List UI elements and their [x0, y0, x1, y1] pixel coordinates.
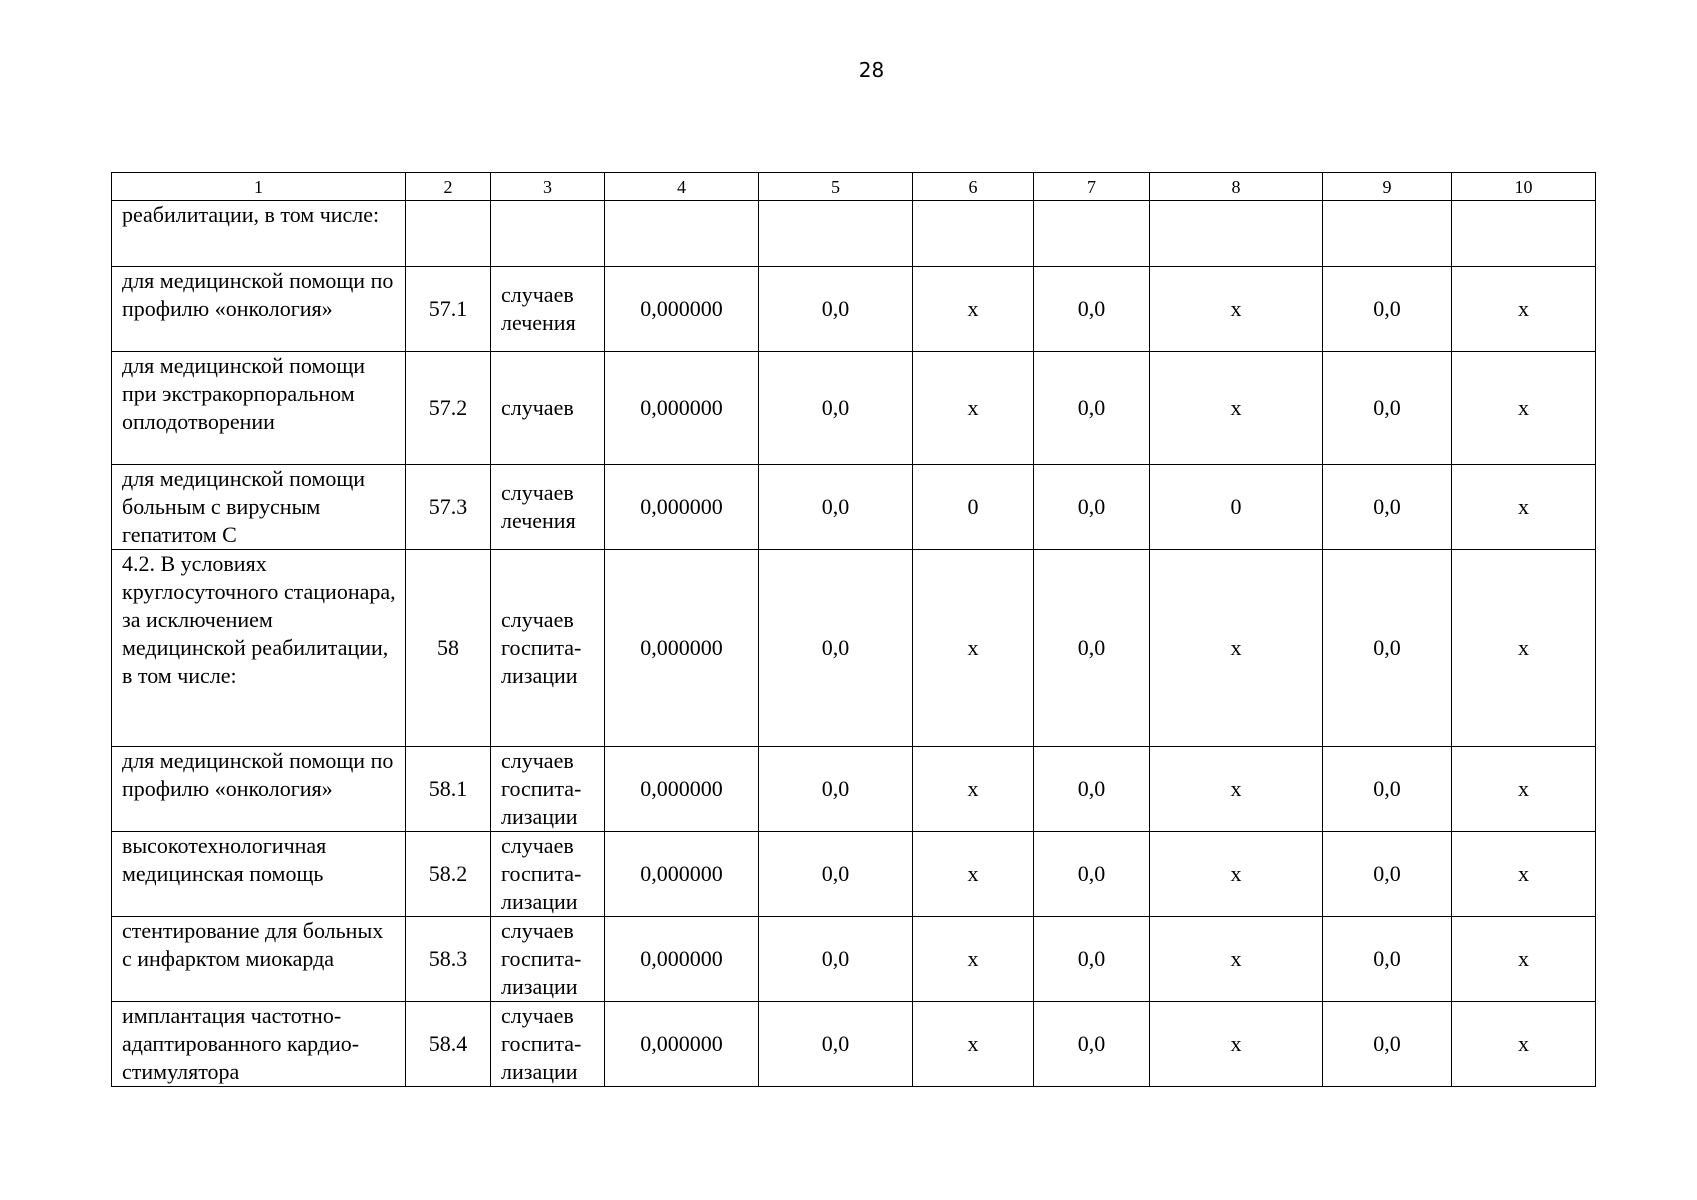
- value-cell: 0,0: [1323, 550, 1452, 747]
- table-header-row: [112, 173, 1596, 201]
- unit-cell: случаев: [491, 352, 605, 465]
- row-code-cell: 57.3: [406, 465, 491, 550]
- indicator-name-cell: для медицинской помощи больным с вирусным гепатитом С: [112, 465, 406, 550]
- unit-cell: случаев госпита-лизации: [491, 550, 605, 747]
- column-header: 4: [605, 173, 759, 201]
- value-cell: [1323, 201, 1452, 267]
- row-code-cell: 58.1: [406, 747, 491, 832]
- indicator-name-cell: реабилитации, в том числе:: [112, 201, 406, 267]
- value-cell: 0,0: [1034, 917, 1150, 1002]
- value-cell: х: [913, 1002, 1034, 1087]
- value-cell: 0,000000: [605, 1002, 759, 1087]
- indicator-name-cell: высокотехнологичная медицинская помощь: [112, 832, 406, 917]
- unit-cell: случаев лечения: [491, 465, 605, 550]
- indicator-name-cell: для медицинской помощи при экстракорпоральном оплодотворении: [112, 352, 406, 465]
- row-code-cell: 57.2: [406, 352, 491, 465]
- value-cell: х: [913, 917, 1034, 1002]
- value-cell: х: [1150, 832, 1323, 917]
- value-cell: 0,000000: [605, 465, 759, 550]
- unit-cell: случаев госпита-лизации: [491, 1002, 605, 1087]
- value-cell: 0,0: [759, 747, 913, 832]
- value-cell: х: [913, 550, 1034, 747]
- column-header: 1: [112, 173, 406, 201]
- value-cell: 0,000000: [605, 267, 759, 352]
- column-header: 10: [1452, 173, 1596, 201]
- value-cell: [759, 201, 913, 267]
- row-code-cell: 58: [406, 550, 491, 747]
- value-cell: 0,0: [1323, 917, 1452, 1002]
- value-cell: 0,000000: [605, 550, 759, 747]
- value-cell: 0,0: [759, 267, 913, 352]
- value-cell: х: [1452, 267, 1596, 352]
- data-table: [111, 172, 1596, 1087]
- unit-cell: случаев госпита-лизации: [491, 832, 605, 917]
- value-cell: х: [913, 352, 1034, 465]
- value-cell: 0,0: [759, 352, 913, 465]
- value-cell: 0,0: [1323, 1002, 1452, 1087]
- table-row: [112, 267, 1596, 352]
- column-header: 3: [491, 173, 605, 201]
- value-cell: х: [1150, 550, 1323, 747]
- column-header: 9: [1323, 173, 1452, 201]
- value-cell: 0,0: [1323, 267, 1452, 352]
- value-cell: [1150, 201, 1323, 267]
- value-cell: 0,0: [759, 832, 913, 917]
- value-cell: 0,0: [1034, 747, 1150, 832]
- table-row: [112, 550, 1596, 747]
- value-cell: 0,0: [759, 917, 913, 1002]
- value-cell: х: [1150, 747, 1323, 832]
- value-cell: 0,0: [759, 465, 913, 550]
- value-cell: х: [1150, 917, 1323, 1002]
- page-number: 28: [858, 58, 885, 82]
- row-code-cell: 58.3: [406, 917, 491, 1002]
- column-header: 6: [913, 173, 1034, 201]
- indicator-name-cell: для медицинской помощи по профилю «онкология»: [112, 267, 406, 352]
- table-row: [112, 832, 1596, 917]
- value-cell: х: [1150, 267, 1323, 352]
- table-row: [112, 1002, 1596, 1087]
- row-code-cell: 58.2: [406, 832, 491, 917]
- value-cell: 0: [913, 465, 1034, 550]
- table-row: [112, 465, 1596, 550]
- value-cell: х: [1452, 550, 1596, 747]
- table-row: [112, 352, 1596, 465]
- value-cell: 0,000000: [605, 917, 759, 1002]
- unit-cell: случаев госпита-лизации: [491, 747, 605, 832]
- value-cell: х: [1150, 1002, 1323, 1087]
- indicator-name-cell: 4.2. В условиях круглосуточного стационара, за исключением медицинской реабилитации, в том числе:: [112, 550, 406, 747]
- value-cell: 0,0: [1323, 832, 1452, 917]
- value-cell: х: [1452, 1002, 1596, 1087]
- table-row: [112, 201, 1596, 267]
- row-code-cell: 58.4: [406, 1002, 491, 1087]
- indicator-name-cell: стентирование для больных с инфарктом миокарда: [112, 917, 406, 1002]
- value-cell: 0,000000: [605, 352, 759, 465]
- table-row: [112, 917, 1596, 1002]
- unit-cell: случаев госпита-лизации: [491, 917, 605, 1002]
- value-cell: х: [1452, 917, 1596, 1002]
- column-header: 8: [1150, 173, 1323, 201]
- column-header: 5: [759, 173, 913, 201]
- unit-cell: случаев лечения: [491, 267, 605, 352]
- table-row: [112, 747, 1596, 832]
- value-cell: х: [1452, 352, 1596, 465]
- value-cell: 0,0: [1034, 352, 1150, 465]
- value-cell: 0,0: [759, 1002, 913, 1087]
- row-code-cell: [406, 201, 491, 267]
- value-cell: 0,0: [1034, 1002, 1150, 1087]
- value-cell: 0,0: [1323, 747, 1452, 832]
- value-cell: х: [1452, 747, 1596, 832]
- value-cell: 0,0: [1034, 550, 1150, 747]
- value-cell: [1034, 201, 1150, 267]
- value-cell: 0,000000: [605, 832, 759, 917]
- value-cell: 0: [1150, 465, 1323, 550]
- value-cell: 0,0: [1034, 465, 1150, 550]
- value-cell: 0,0: [1323, 465, 1452, 550]
- column-header: 7: [1034, 173, 1150, 201]
- value-cell: 0,0: [1034, 267, 1150, 352]
- value-cell: х: [913, 747, 1034, 832]
- indicator-name-cell: имплантация частотно-адаптированного кардио-стимулятора: [112, 1002, 406, 1087]
- value-cell: 0,000000: [605, 747, 759, 832]
- value-cell: х: [1452, 465, 1596, 550]
- value-cell: х: [913, 832, 1034, 917]
- value-cell: 0,0: [759, 550, 913, 747]
- unit-cell: [491, 201, 605, 267]
- value-cell: х: [1452, 832, 1596, 917]
- value-cell: [913, 201, 1034, 267]
- indicator-name-cell: для медицинской помощи по профилю «онкология»: [112, 747, 406, 832]
- value-cell: [1452, 201, 1596, 267]
- value-cell: [605, 201, 759, 267]
- column-header: 2: [406, 173, 491, 201]
- row-code-cell: 57.1: [406, 267, 491, 352]
- value-cell: х: [913, 267, 1034, 352]
- value-cell: х: [1150, 352, 1323, 465]
- value-cell: 0,0: [1034, 832, 1150, 917]
- value-cell: 0,0: [1323, 352, 1452, 465]
